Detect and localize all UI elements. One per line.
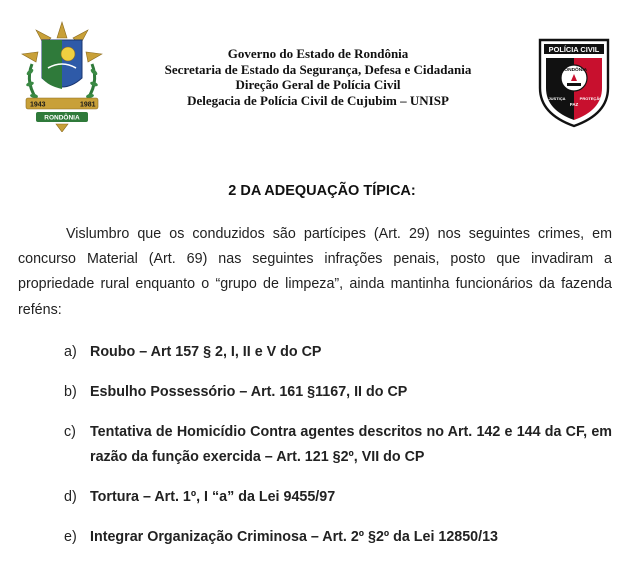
list-item-text: Esbulho Possessório – Art. 161 §1167, II do CP — [90, 384, 408, 400]
crest-banner: RONDÔNIA — [44, 114, 80, 122]
list-item — [64, 525, 612, 550]
header-line-station: Delegacia de Polícia Civil de Cujubim – UNISP — [187, 92, 449, 108]
section-title: 2 DA ADEQUAÇÃO TÍPICA: — [228, 183, 416, 199]
list-item-text: Roubo – Art 157 § 2, I, II e V do CP — [90, 344, 322, 360]
list-item — [64, 340, 612, 365]
list-item-marker: b) — [64, 384, 77, 400]
list-item-text: Tentativa de Homicídio Contra agentes descritos no Art. 142 e 144 da CF, em razão da função exercida – Art. 121 §2º, VII do CP — [90, 424, 612, 466]
badge-center-word: PAZ — [569, 102, 579, 107]
list-item — [64, 380, 612, 405]
header-line-government: Governo do Estado de Rondônia — [227, 46, 409, 61]
list-item-marker: d) — [64, 489, 77, 505]
list-item-marker: e) — [64, 529, 77, 545]
rondonia-coat-of-arms-icon — [18, 20, 106, 132]
header-line-directorate: Direção Geral de Polícia Civil — [235, 77, 401, 92]
badge-title: POLÍCIA CIVIL — [548, 45, 600, 54]
badge-subtitle: RONDÔNIA — [560, 68, 588, 73]
badge-right-word: PROTEÇÃO — [579, 96, 603, 101]
header-line-secretariat: Secretaria de Estado da Segurança, Defesa e Cidadania — [164, 61, 472, 77]
list-item-marker: a) — [64, 344, 77, 360]
list-item-marker: c) — [64, 424, 76, 440]
document-header — [0, 0, 644, 140]
list-item-text: Integrar Organização Criminosa – Art. 2º §2º da Lei 12850/13 — [90, 529, 499, 545]
crest-year-right: 1981 — [80, 101, 96, 109]
crest-year-left: 1943 — [30, 101, 46, 109]
body-paragraph: Vislumbro que os conduzidos são partícipes (Art. 29) nos seguintes crimes, em concurso Material (Art. 69) nas seguintes infrações penais, posto que invadiram a propriedade rural enquanto o “grupo de limpeza”, ainda mantinha funcionários da fazenda reféns: — [18, 226, 612, 318]
list-item-text: Tortura – Art. 1º, I “a” da Lei 9455/97 — [90, 489, 336, 505]
policia-civil-badge-icon — [536, 36, 612, 128]
list-item — [64, 420, 612, 470]
list-item — [64, 485, 612, 510]
header-titles — [118, 46, 518, 108]
badge-left-word: JUSTIÇA — [548, 96, 566, 101]
